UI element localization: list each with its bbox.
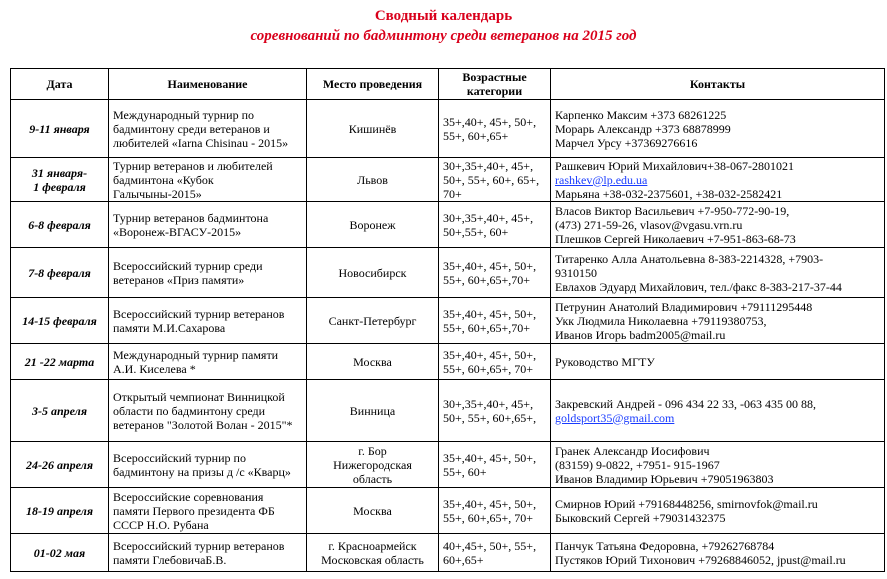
date-line: 01-02 мая — [33, 545, 86, 560]
contact-line: Укк Людмила Николаевна +79119380753, — [555, 313, 767, 328]
event-name: Турнир ветеранов бадминтона «Воронеж-ВГАСУ-2015» — [113, 210, 269, 239]
row-place — [307, 380, 439, 442]
row-date — [11, 298, 109, 344]
header-contacts: Контакты — [551, 69, 885, 100]
row-age-categories — [439, 100, 551, 158]
row-date — [11, 380, 109, 442]
date-line: 7-8 февраля — [28, 265, 91, 280]
contact-line: Руководство МГТУ — [555, 354, 655, 369]
row-date — [11, 202, 109, 248]
row-contacts — [551, 344, 885, 380]
row-place — [307, 298, 439, 344]
row-event-name — [109, 380, 307, 442]
contact-line: Марчел Урсу +37369276616 — [555, 135, 698, 150]
row-event-name — [109, 202, 307, 248]
row-age-categories — [439, 442, 551, 488]
place-line: Воронеж — [349, 217, 396, 232]
document-subtitle: соревнований по бадминтону среди ветеранов на 2015 год — [250, 28, 637, 44]
place-line: Нижегородская — [333, 457, 412, 472]
header-ages-line2: категории — [466, 84, 523, 98]
date-line: 14-15 февраля — [22, 313, 97, 328]
row-contacts — [551, 442, 885, 488]
row-date — [11, 248, 109, 298]
age-categories: 30+,35+,40+, 45+, 50+, 55+, 60+,65+, — [443, 396, 537, 425]
event-name: Международный турнир памяти А.И. Киселева * — [113, 347, 279, 376]
place-line: Московская область — [321, 552, 424, 567]
contact-line: Карпенко Максим +373 68261225 — [555, 107, 727, 122]
row-contacts — [551, 488, 885, 534]
contact-line: Иванов Владимир Юрьевич +79051963803 — [555, 471, 774, 486]
event-name: Открытый чемпионат Винницкой области по бадминтону среди ветеранов "Золотой Волан - 2015"* — [113, 389, 293, 432]
table-row — [11, 248, 885, 298]
event-name: Турнир ветеранов и любителей бадминтона «Кубок Галычыны-2015» — [113, 158, 273, 201]
contact-line: Гранек Александр Иосифович — [555, 443, 710, 458]
contact-line: Петрунин Анатолий Владимирович +79111295448 — [555, 299, 813, 314]
place-line: Львов — [357, 172, 388, 187]
contact-line: Марьяна +38-032-2375601, +38-032-2582421 — [555, 186, 783, 201]
contact-line: Панчук Татьяна Федоровна, +79262768784 — [555, 538, 775, 553]
row-place — [307, 158, 439, 202]
row-event-name — [109, 248, 307, 298]
row-age-categories — [439, 534, 551, 572]
row-date — [11, 488, 109, 534]
row-event-name — [109, 534, 307, 572]
date-line: 31 января- — [31, 165, 88, 180]
contact-line: Быковский Сергей +79031432375 — [555, 510, 726, 525]
row-place — [307, 202, 439, 248]
age-categories: 35+,40+, 45+, 50+, 55+, 60+,65+,70+ — [443, 258, 537, 287]
age-categories: 35+,40+, 45+, 50+, 55+, 60+,65+,70+ — [443, 306, 537, 335]
event-name: Международный турнир по бадминтону среди ветеранов и любителей «Iarna Chisinau - 2015» — [113, 107, 289, 150]
place-line: Винница — [349, 403, 396, 418]
table-row — [11, 442, 885, 488]
row-place — [307, 248, 439, 298]
table-row — [11, 344, 885, 380]
contact-line: Смирнов Юрий +79168448256, smirnovfok@mail.ru — [555, 496, 818, 511]
contact-line: Иванов Игорь badm2005@mail.ru — [555, 327, 726, 342]
contact-line: Власов Виктор Васильевич +7-950-772-90-19, — [555, 203, 790, 218]
email-link[interactable]: rashkev@lp.edu.ua — [555, 172, 648, 187]
place-line: область — [352, 471, 393, 486]
row-contacts — [551, 248, 885, 298]
row-event-name — [109, 158, 307, 202]
row-event-name — [109, 100, 307, 158]
table-row — [11, 380, 885, 442]
age-categories: 30+,35+,40+, 45+, 50+,55+, 60+ — [443, 210, 534, 239]
contact-line: Закревский Андрей - 096 434 22 33, -063 435 00 88, — [555, 396, 817, 411]
place-line: Новосибирск — [338, 265, 407, 280]
header-ages-line1: Возрастные — [462, 70, 527, 84]
row-age-categories — [439, 344, 551, 380]
row-contacts — [551, 534, 885, 572]
table-row — [11, 534, 885, 572]
row-contacts — [551, 380, 885, 442]
header-name: Наименование — [109, 69, 307, 100]
row-place — [307, 442, 439, 488]
age-categories: 35+,40+, 45+, 50+, 55+, 60+ — [443, 450, 537, 479]
age-categories: 35+,40+, 45+, 50+, 55+, 60+,65+, 70+ — [443, 347, 537, 376]
contact-line: Плешков Сергей Николаевич +7-951-863-68-73 — [555, 231, 796, 246]
row-date — [11, 158, 109, 202]
age-categories: 35+,40+, 45+, 50+, 55+, 60+,65+ — [443, 114, 537, 143]
row-place — [307, 100, 439, 158]
event-name: Всероссийский турнир по бадминтону на призы д /с «Кварц» — [113, 450, 291, 479]
date-line: 6-8 февраля — [28, 217, 91, 232]
row-age-categories — [439, 380, 551, 442]
contact-line: (473) 271-59-26, vlasov@vgasu.vrn.ru — [555, 217, 743, 232]
row-event-name — [109, 298, 307, 344]
event-name: Всероссийские соревнования памяти Первого президента ФБ СССР Н.О. Рубана — [113, 489, 275, 532]
row-age-categories — [439, 158, 551, 202]
contact-line: Рашкевич Юрий Михайлович+38-067-2801021 — [555, 158, 794, 173]
age-categories: 35+,40+, 45+, 50+, 55+, 60+,65+, 70+ — [443, 496, 537, 525]
row-event-name — [109, 442, 307, 488]
row-place — [307, 344, 439, 380]
contact-line: (83159) 9-0822, +7951- 915-1967 — [555, 457, 720, 472]
row-age-categories — [439, 248, 551, 298]
date-line: 9-11 января — [29, 121, 90, 136]
row-place — [307, 534, 439, 572]
contact-line: Морарь Александр +373 68878999 — [555, 121, 731, 136]
contact-line: Евлахов Эдуард Михайлович, тел./факс 8-383-217-37-44 — [555, 279, 842, 294]
row-date — [11, 344, 109, 380]
row-event-name — [109, 344, 307, 380]
row-date — [11, 442, 109, 488]
date-line: 3-5 апреля — [31, 403, 88, 418]
table-row — [11, 202, 885, 248]
event-name: Всероссийский турнир среди ветеранов «Приз памяти» — [113, 258, 263, 287]
row-place — [307, 488, 439, 534]
row-date — [11, 534, 109, 572]
row-age-categories — [439, 488, 551, 534]
date-line: 24-26 апреля — [25, 457, 94, 472]
header-date: Дата — [11, 69, 109, 100]
table-header-row — [11, 69, 885, 100]
age-categories: 40+,45+, 50+, 55+, 60+,65+ — [443, 538, 537, 567]
place-line: г. Красноармейск — [328, 538, 417, 553]
row-date — [11, 100, 109, 158]
header-ages — [439, 69, 551, 100]
place-line: Санкт-Петербург — [328, 313, 417, 328]
date-line: 21 -22 марта — [24, 354, 95, 369]
date-line: 18-19 апреля — [25, 503, 94, 518]
table-row — [11, 100, 885, 158]
row-contacts — [551, 298, 885, 344]
document-title: Сводный календарь — [374, 8, 513, 24]
table-row — [11, 488, 885, 534]
row-event-name — [109, 488, 307, 534]
header-place: Место проведения — [307, 69, 439, 100]
place-line: Москва — [353, 503, 392, 518]
contact-line: 9310150 — [555, 265, 597, 280]
table-row — [11, 158, 885, 202]
row-contacts — [551, 158, 885, 202]
row-contacts — [551, 202, 885, 248]
event-name: Всероссийский турнир ветеранов памяти М.И.Сахарова — [113, 306, 285, 335]
event-name: Всероссийский турнир ветеранов памяти ГлебовичаБ.В. — [113, 538, 285, 567]
table-row — [11, 298, 885, 344]
competition-calendar-table — [10, 68, 885, 572]
contact-line: Пустяков Юрий Тихонович +79268846052, jpust@mail.ru — [555, 552, 846, 567]
row-age-categories — [439, 298, 551, 344]
place-line: Москва — [353, 354, 392, 369]
date-line: 1 февраля — [33, 179, 86, 194]
place-line: г. Бор — [358, 443, 387, 458]
row-age-categories — [439, 202, 551, 248]
age-categories: 30+,35+,40+, 45+, 50+, 55+, 60+, 65+, 70+ — [443, 158, 540, 201]
place-line: Кишинёв — [348, 121, 397, 136]
row-contacts — [551, 100, 885, 158]
email-link[interactable]: goldsport35@gmail.com — [555, 410, 675, 425]
contact-line: Титаренко Алла Анатольевна 8-383-2214328, +7903- — [555, 251, 824, 266]
